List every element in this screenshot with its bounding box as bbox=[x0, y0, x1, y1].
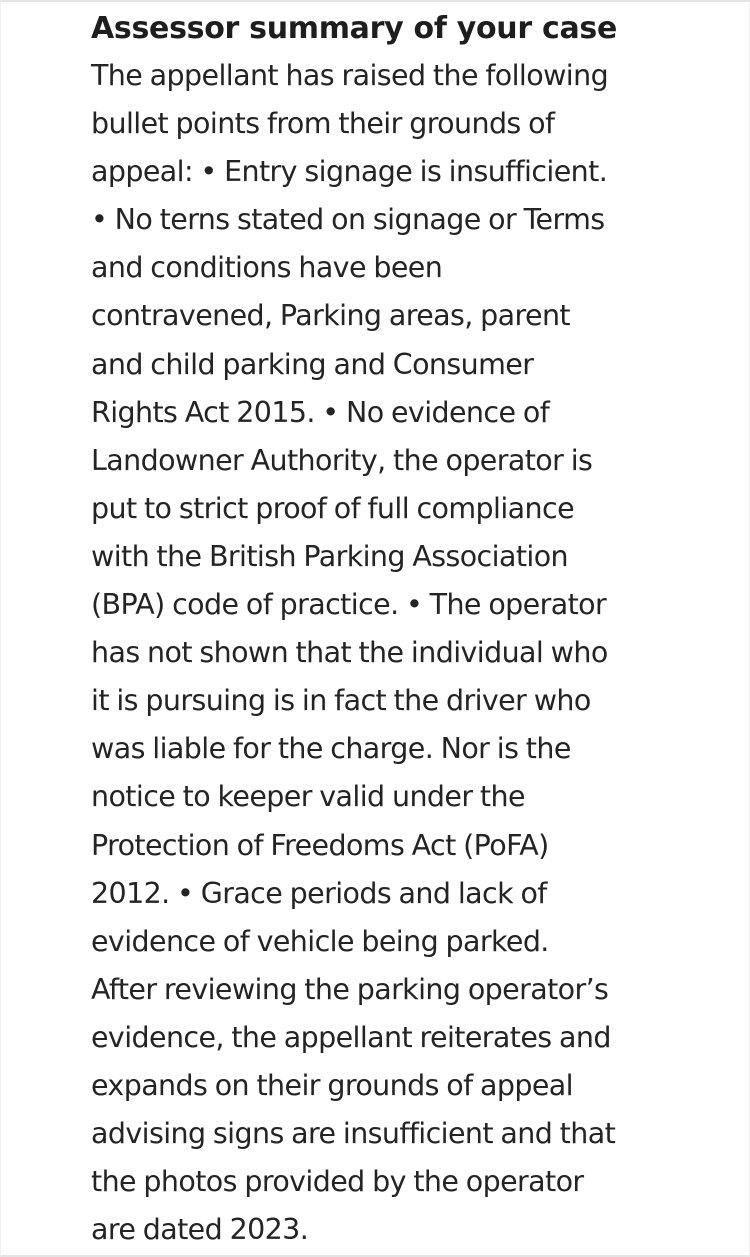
summary-line: After reviewing the parking operator’s bbox=[91, 972, 609, 1006]
summary-line: Rights Act 2015. • No evidence of bbox=[91, 395, 550, 429]
summary-line: notice to keeper valid under the bbox=[91, 780, 525, 814]
summary-line: (BPA) code of practice. • The operator bbox=[91, 588, 607, 622]
summary-line: put to strict proof of full compliance bbox=[91, 491, 575, 525]
summary-line: • No terns stated on signage or Terms bbox=[91, 203, 605, 237]
summary-line: expands on their grounds of appeal bbox=[91, 1068, 573, 1102]
summary-paragraph bbox=[91, 52, 681, 1254]
summary-line: Protection of Freedoms Act (PoFA) bbox=[91, 828, 549, 862]
summary-line: 2012. • Grace periods and lack of bbox=[91, 876, 547, 910]
summary-line: was liable for the charge. Nor is the bbox=[91, 732, 571, 766]
summary-line: with the British Parking Association bbox=[91, 539, 569, 573]
summary-line: advising signs are insufficient and that bbox=[91, 1117, 616, 1151]
summary-line: the photos provided by the operator bbox=[91, 1165, 584, 1199]
summary-line: and child parking and Consumer bbox=[91, 347, 534, 381]
summary-line: evidence, the appellant reiterates and bbox=[91, 1020, 611, 1054]
summary-line: appeal: • Entry signage is insufficient. bbox=[91, 155, 608, 189]
summary-line: contravened, Parking areas, parent bbox=[91, 299, 570, 333]
summary-line: bullet points from their grounds of bbox=[91, 107, 555, 141]
summary-line: and conditions have been bbox=[91, 251, 443, 285]
summary-line: it is pursuing is in fact the driver who bbox=[91, 684, 591, 718]
assessor-summary-section bbox=[91, 6, 681, 1254]
section-heading: Assessor summary of your case bbox=[91, 11, 618, 46]
summary-line: evidence of vehicle being parked. bbox=[91, 924, 549, 958]
summary-line: The appellant has raised the following bbox=[91, 59, 609, 92]
summary-line: are dated 2023. bbox=[91, 1213, 309, 1247]
summary-line: Landowner Authority, the operator is bbox=[91, 443, 593, 477]
summary-line: has not shown that the individual who bbox=[91, 636, 608, 670]
